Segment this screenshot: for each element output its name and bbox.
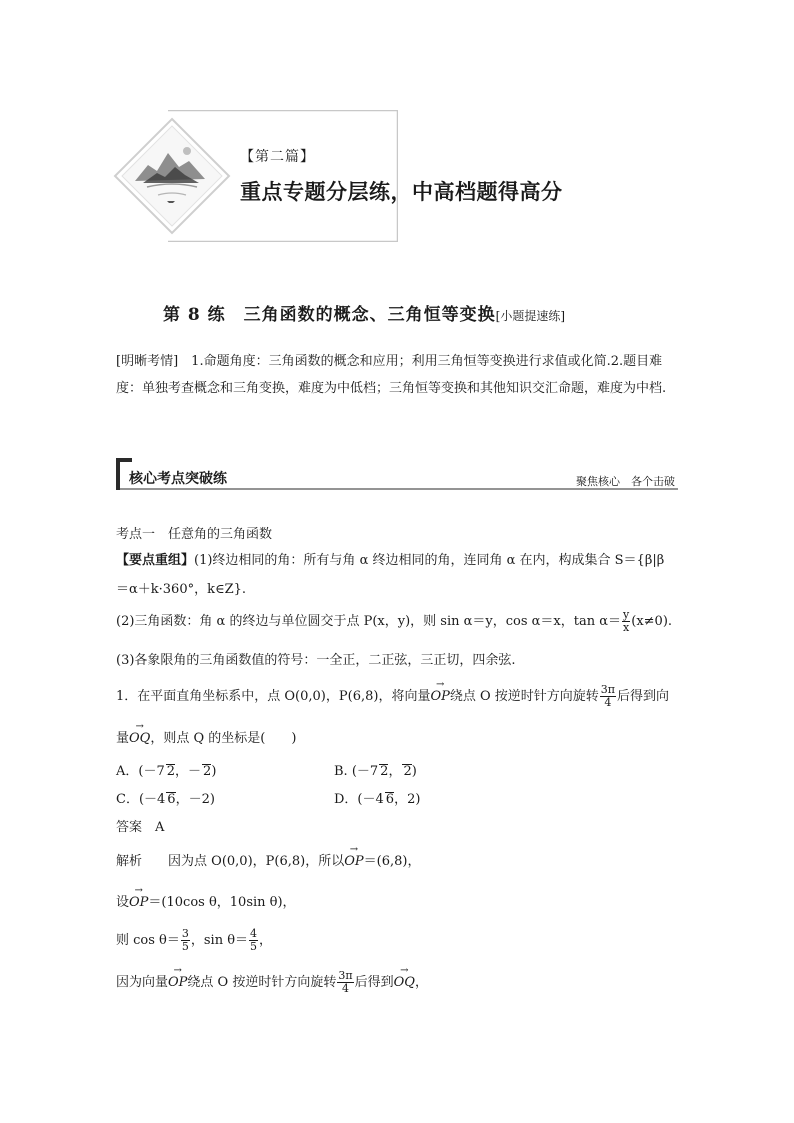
angle-numerator-solution: 3π xyxy=(338,969,353,982)
option-b-radicand-2: 2 xyxy=(403,764,412,779)
cos-numerator: 3 xyxy=(181,927,189,940)
vector-op: → OP xyxy=(430,689,449,704)
key-point-line-4: (3)各象限角的三角函数值的符号：一全正，二正弦，三正切，四余弦. xyxy=(116,653,516,668)
part-title: 重点专题分层练，中高档题得高分 xyxy=(240,179,563,204)
solution-line-4 xyxy=(116,970,428,995)
angle-denominator-solution: 4 xyxy=(341,982,349,995)
chapter-title-text: 第 8 练 三角函数的概念、三角恒等变换 xyxy=(163,305,496,325)
angle-denominator: 4 xyxy=(604,696,612,709)
vector-oq: → OQ xyxy=(129,731,150,746)
solution-text-1a: 因为点 O(0,0)，P(6,8)，所以 xyxy=(168,854,345,869)
section-title: 核心考点突破练 xyxy=(129,471,227,487)
intro-label: [明晰考情] xyxy=(116,354,179,369)
question-text-b: 绕点 O 按逆时针方向旋转 xyxy=(449,689,599,704)
option-b-radicand-1: 2 xyxy=(380,764,389,779)
option-a-mid: ，－ xyxy=(175,764,202,779)
tan-denominator: x xyxy=(623,621,630,634)
cos-denominator: 5 xyxy=(181,940,189,953)
option-a xyxy=(116,760,216,779)
option-b-mid: ， xyxy=(388,764,402,779)
solution-text-3a: 则 cos θ＝ xyxy=(116,933,180,948)
option-c-pre: C．(－4 xyxy=(116,792,166,807)
option-b-post: ) xyxy=(411,764,417,779)
sin-fraction xyxy=(249,928,258,953)
vector-op-solution-3: → OP xyxy=(168,975,187,990)
answer-label: 答案 xyxy=(116,820,143,835)
topic-heading: 考点一 任意角的三角函数 xyxy=(116,527,273,542)
vector-op-solution-1: → OP xyxy=(344,854,363,869)
solution-text-2a: 设 xyxy=(116,895,130,910)
option-a-radicand-1: 2 xyxy=(166,764,176,779)
key-point-line-3 xyxy=(116,609,672,634)
intro-text: 1.命题角度：三角函数的概念和应用；利用三角恒等变换进行求值或化简.2.题目难度：单独考查概念和三角变换，难度为中低档；三角恒等变换和其他知识交汇命题，难度为中档. xyxy=(116,354,667,396)
option-a-pre: A．(－7 xyxy=(116,764,165,779)
vector-oq-solution: → OQ xyxy=(394,975,415,990)
option-c-mid: ，－2) xyxy=(175,792,215,807)
option-b-pre: B. (－7 xyxy=(334,764,379,779)
option-b xyxy=(334,760,417,779)
option-c-radicand: 6 xyxy=(167,792,176,807)
answer-line xyxy=(116,816,164,835)
option-a-post: ) xyxy=(211,764,217,779)
solution-text-2b: ＝(10cos θ，10sin θ)， xyxy=(148,895,296,910)
key-point-line-1 xyxy=(116,549,664,568)
cos-fraction xyxy=(181,928,190,953)
solution-line-1 xyxy=(116,850,420,869)
tan-numerator: y xyxy=(623,608,630,621)
sin-denominator: 5 xyxy=(250,940,258,953)
question-text-a: 1．在平面直角坐标系中，点 O(0,0)，P(6,8)，将向量 xyxy=(116,689,431,704)
solution-text-4b: 绕点 O 按逆时针方向旋转 xyxy=(187,975,337,990)
option-a-radicand-2: 2 xyxy=(203,764,212,779)
landscape-illustration xyxy=(113,117,231,235)
part-label: 【第二篇】 xyxy=(240,149,315,165)
key-point-text: (1)终边相同的角：所有与角 α 终边相同的角，连同角 α 在内，构成集合 S＝{β|β xyxy=(194,553,665,568)
chapter-title xyxy=(163,300,565,325)
question-text-c: 后得到向 xyxy=(617,689,670,704)
solution-line-3 xyxy=(116,928,272,953)
solution-text-1b: ＝(6,8)， xyxy=(363,854,421,869)
solution-label: 解析 xyxy=(116,854,143,869)
key-point-label: 【要点重组】 xyxy=(116,553,195,568)
solution-text-4d: ， xyxy=(414,975,428,990)
option-d-radicand: 6 xyxy=(385,792,395,807)
trig-definition-text: (2)三角函数：角 α 的终边与单位圆交于点 P(x，y)，则 sin α＝y，cos α＝x，tan α＝ xyxy=(116,614,622,629)
angle-numerator: 3π xyxy=(600,683,616,696)
solution-text-3b: ，sin θ＝ xyxy=(190,933,249,948)
vector-op-solution-2: → OP xyxy=(129,895,148,910)
tan-fraction xyxy=(622,609,630,634)
solution-text-3c: ， xyxy=(259,933,273,948)
section-subtitle: 聚焦核心 各个击破 xyxy=(576,475,675,488)
intro-paragraph xyxy=(116,348,682,402)
question-line-1 xyxy=(116,684,669,709)
sin-numerator: 4 xyxy=(250,927,258,940)
option-d xyxy=(334,788,420,807)
option-d-pre: D．(－4 xyxy=(334,792,384,807)
solution-text-4c: 后得到 xyxy=(354,975,394,990)
question-text-e: ，则点 Q 的坐标是( ) xyxy=(150,731,297,746)
option-d-mid: ，2) xyxy=(394,792,421,807)
solution-text-4a: 因为向量 xyxy=(116,975,169,990)
answer-value: A xyxy=(155,820,165,835)
rotation-angle-fraction xyxy=(600,684,616,709)
question-text-d: 量 xyxy=(116,731,130,746)
tan-condition: (x≠0). xyxy=(631,614,673,629)
question-line-2 xyxy=(116,727,296,746)
option-c xyxy=(116,788,215,807)
key-point-line-2: ＝α＋k·360°，k∈Z}. xyxy=(116,582,247,597)
rotation-angle-fraction-solution xyxy=(337,970,353,995)
solution-line-2 xyxy=(116,891,296,910)
chapter-tag: [小题提速练] xyxy=(495,309,566,323)
